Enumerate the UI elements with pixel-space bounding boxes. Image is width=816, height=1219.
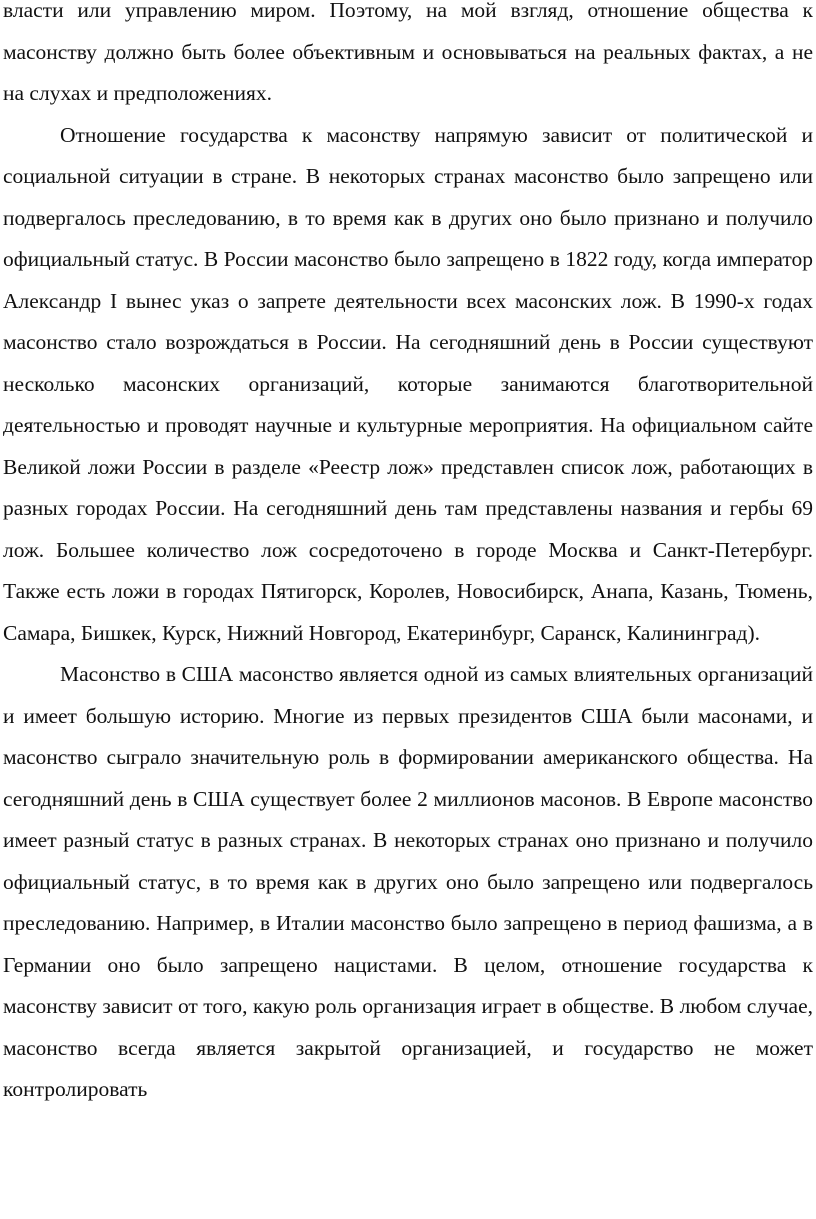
paragraph-state-attitude-russia: Отношение государства к масонству напрямую зависит от политической и социальной ситуации в стране. В некоторых странах масонство было запрещено или подвергалось преследованию, в то время как в других оно было признано и получило официальный статус. В России масонство было запрещено в 1822 году, когда император Александр I вынес указ о запрете деятельности всех масонских лож. В 1990-х годах масонство стало возрождаться в России. На сегодняшний день в России существуют несколько масонских организаций, которые занимаются благотворительной деятельностью и проводят научные и культурные мероприятия. На официальном сайте Великой ложи России в разделе «Реестр лож» представлен список лож, работающих в разных городах России. На сегодняшний день там представлены названия и гербы 69 лож. Большее количество лож сосредоточено в городе Москва и Санкт-Петербург. Также есть ложи в городах Пятигорск, Королев, Новосибирск, Анапа, Казань, Тюмень, Самара, Бишкек, Курск, Нижний Новгород, Екатеринбург, Саранск, Калининград).	[3, 122, 813, 645]
paragraph-usa-europe: Масонство в США масонство является одной из самых влиятельных организаций и имеет большую историю. Многие из первых президентов США были масонами, и масонство сыграло значительную роль в формировании американского общества. На сегодняшний день в США существует более 2 миллионов масонов. В Европе масонство имеет разный статус в разных странах. В некоторых странах оно признано и получило официальный статус, в то время как в других оно было запрещено или подвергалось преследованию. Например, в Италии масонство было запрещено в период фашизма, а в Германии оно было запрещено нацистами. В целом, отношение государства к масонству зависит от того, какую роль организация играет в обществе. В любом случае, масонство всегда является закрытой организацией, и государство не может контролировать	[3, 662, 813, 1101]
paragraph-continuation: власти или управлению миром. Поэтому, на мой взгляд, отношение общества к масонству должно быть более объективным и основываться на реальных фактах, а не на слухах и предположениях.	[3, 0, 813, 105]
